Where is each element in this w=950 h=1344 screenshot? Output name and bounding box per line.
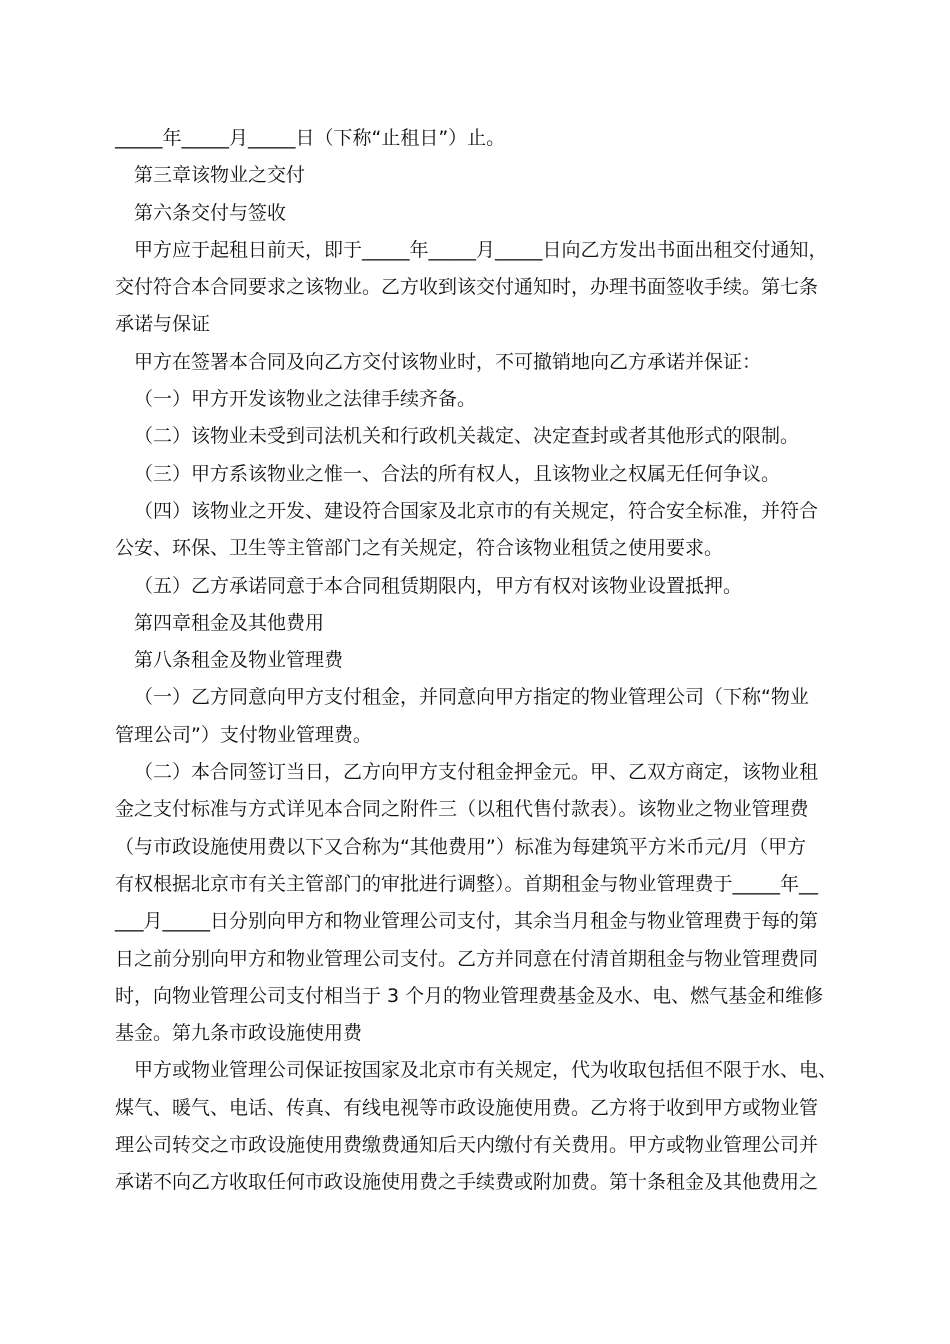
text-line: 日之前分别向甲方和物业管理公司支付。乙方并同意在付清首期租金与物业管理费同 bbox=[115, 947, 819, 970]
text-line: 承诺不向乙方收取任何市政设施使用费之手续费或附加费。第十条租金及其他费用之 bbox=[115, 1171, 819, 1194]
clause-item: （五）乙方承诺同意于本合同租赁期限内，甲方有权对该物业设置抵押。 bbox=[134, 574, 743, 597]
text-line: 管理公司”）支付物业管理费。 bbox=[115, 723, 372, 746]
clause-item: （四）该物业之开发、建设符合国家及北京市的有关规定，符合安全标准，并符合 bbox=[134, 499, 819, 522]
text-line: 有权根据北京市有关主管部门的审批进行调整）。首期租金与物业管理费于_____年__ bbox=[115, 872, 819, 895]
text-line: 甲方在签署本合同及向乙方交付该物业时，不可撤销地向乙方承诺并保证： bbox=[134, 350, 762, 373]
article-heading: 第八条租金及物业管理费 bbox=[134, 649, 344, 672]
clause-item: （二）本合同签订当日，乙方向甲方支付租金押金元。甲、乙双方商定，该物业租 bbox=[134, 761, 819, 784]
document-page bbox=[115, 120, 850, 1202]
text-line: 时，向物业管理公司支付相当于 3 个月的物业管理费基金及水、电、燃气基金和维修 bbox=[115, 984, 824, 1007]
clause-item: （三）甲方系该物业之惟一、合法的所有权人，且该物业之权属无任何争议。 bbox=[134, 462, 781, 485]
text-line: 煤气、暖气、电话、传真、有线电视等市政设施使用费。乙方将于收到甲方或物业管 bbox=[115, 1096, 819, 1119]
text-line: 交付符合本合同要求之该物业。乙方收到该交付通知时，办理书面签收手续。第七条 bbox=[115, 276, 819, 299]
chapter-heading: 第三章该物业之交付 bbox=[134, 164, 306, 187]
clause-item: （一）乙方同意向甲方支付租金，并同意向甲方指定的物业管理公司（下称“物业 bbox=[134, 686, 809, 709]
text-line: 金之支付标准与方式详见本合同之附件三（以租代售付款表）。该物业之物业管理费 bbox=[115, 798, 809, 821]
clause-item: （二）该物业未受到司法机关和行政机关裁定、决定查封或者其他形式的限制。 bbox=[134, 425, 800, 448]
text-line: （与市政设施使用费以下又合称为“其他费用”）标准为每建筑平方米币元/月（甲方 bbox=[115, 835, 807, 858]
text-line: 甲方应于起租日前天，即于_____年_____月_____日向乙方发出书面出租交付通知， bbox=[134, 238, 828, 261]
text-line: ___月_____日分别向甲方和物业管理公司支付，其余当月租金与物业管理费于每的第 bbox=[115, 910, 819, 933]
text-line: 承诺与保证 bbox=[115, 313, 211, 336]
text-line: _____年_____月_____日（下称“止租日”）止。 bbox=[115, 127, 506, 149]
chapter-heading: 第四章租金及其他费用 bbox=[134, 611, 325, 634]
text-line: 甲方或物业管理公司保证按国家及北京市有关规定，代为收取包括但不限于水、电、 bbox=[134, 1059, 838, 1082]
article-heading: 第六条交付与签收 bbox=[134, 201, 287, 224]
text-line: 基金。第九条市政设施使用费 bbox=[115, 1022, 363, 1045]
text-line: 理公司转交之市政设施使用费缴费通知后天内缴付有关费用。甲方或物业管理公司并 bbox=[115, 1134, 819, 1157]
clause-item: （一）甲方开发该物业之法律手续齐备。 bbox=[134, 388, 477, 411]
text-line: 公安、环保、卫生等主管部门之有关规定，符合该物业租赁之使用要求。 bbox=[115, 537, 724, 560]
